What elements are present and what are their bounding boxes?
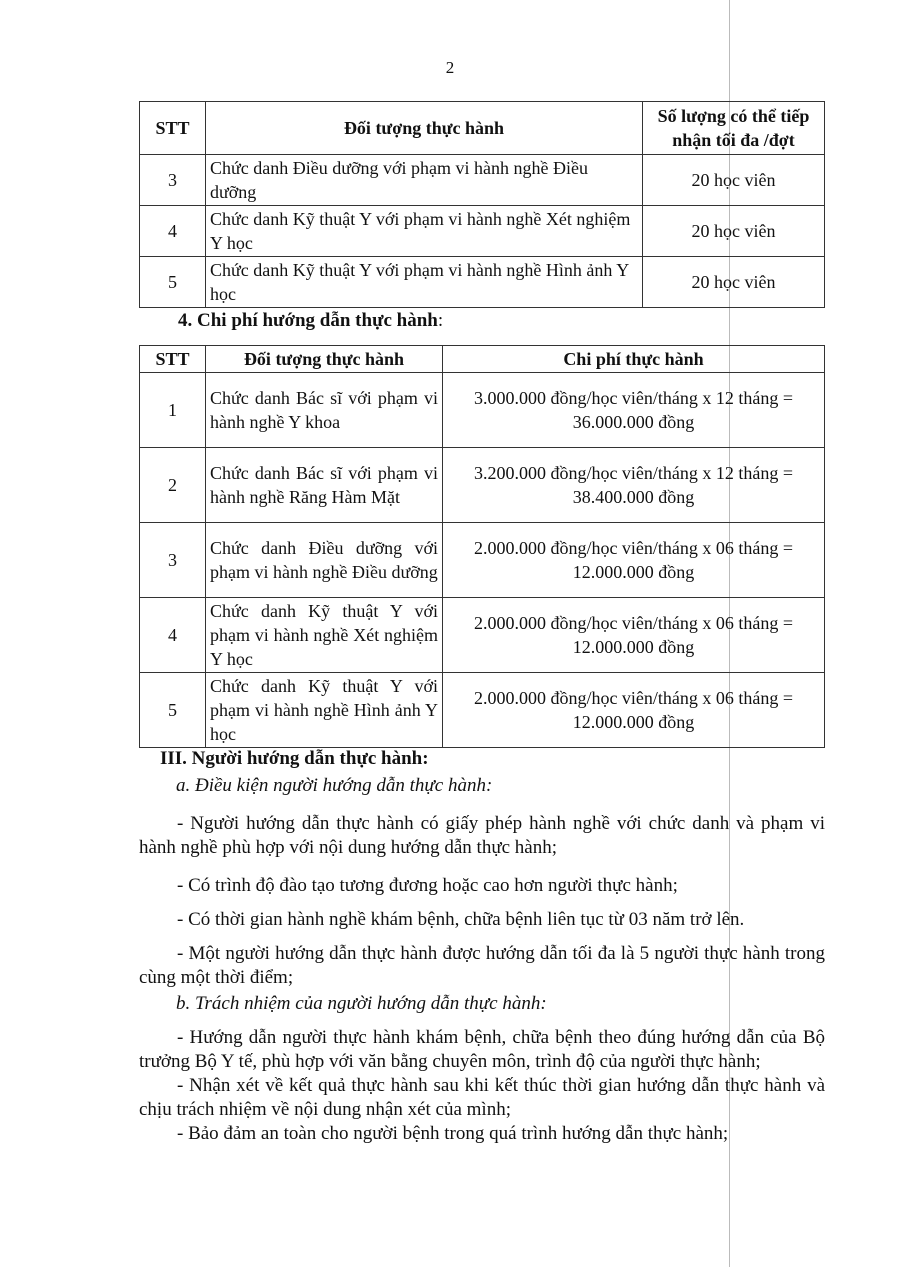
row-subject: Chức danh Kỹ thuật Y với phạm vi hành nghề Hình ảnh Y học [206, 257, 643, 308]
section-4-heading [178, 310, 443, 332]
row-cost: 2.000.000 đồng/học viên/tháng x 06 tháng = 12.000.000 đồng [443, 523, 825, 598]
subsection-b-title [176, 992, 816, 1016]
header-capacity: Số lượng có thể tiếp nhận tối đa /đợt [643, 102, 825, 155]
row-subject: Chức danh Kỹ thuật Y với phạm vi hành nghề Xét nghiệm Y học [206, 598, 443, 673]
paragraph: - Bảo đảm an toàn cho người bệnh trong quá trình hướng dẫn thực hành; [177, 1123, 729, 1144]
paragraph: - Một người hướng dẫn thực hành được hướng dẫn tối đa là 5 người thực hành trong cùng một thời điểm; [139, 943, 825, 988]
row-stt: 1 [140, 373, 206, 448]
table-row [140, 206, 825, 257]
paragraph: - Nhận xét về kết quả thực hành sau khi kết thúc thời gian hướng dẫn thực hành và chịu trách nhiệm về nội dung nhận xét của mình; [139, 1075, 825, 1120]
row-stt: 4 [140, 598, 206, 673]
subsection-a-title [176, 774, 816, 798]
table-row [140, 155, 825, 206]
header-stt: STT [140, 346, 206, 373]
subsection-a-body [139, 812, 825, 990]
row-capacity: 20 học viên [643, 155, 825, 206]
table-header-row [140, 102, 825, 155]
row-capacity: 20 học viên [643, 257, 825, 308]
table-row [140, 673, 825, 748]
row-stt: 5 [140, 673, 206, 748]
row-capacity: 20 học viên [643, 206, 825, 257]
header-cost: Chi phí thực hành [443, 346, 825, 373]
table-row [140, 373, 825, 448]
row-stt: 4 [140, 206, 206, 257]
row-cost: 2.000.000 đồng/học viên/tháng x 06 tháng = 12.000.000 đồng [443, 673, 825, 748]
subsection-b-title-text: b. Trách nhiệm của người hướng dẫn thực hành: [176, 993, 547, 1014]
table-row [140, 598, 825, 673]
paragraph: - Có trình độ đào tạo tương đương hoặc cao hơn người thực hành; [177, 875, 678, 896]
section-4-colon: : [437, 310, 444, 331]
row-cost: 3.200.000 đồng/học viên/tháng x 12 tháng = 38.400.000 đồng [443, 448, 825, 523]
subsection-a-title-text: a. Điều kiện người hướng dẫn thực hành: [176, 775, 493, 796]
table-row [140, 523, 825, 598]
row-subject: Chức danh Kỹ thuật Y với phạm vi hành nghề Xét nghiệm Y học [206, 206, 643, 257]
row-stt: 3 [140, 523, 206, 598]
row-subject: Chức danh Bác sĩ với phạm vi hành nghề Răng Hàm Mặt [206, 448, 443, 523]
table-row [140, 448, 825, 523]
row-cost: 3.000.000 đồng/học viên/tháng x 12 tháng = 36.000.000 đồng [443, 373, 825, 448]
header-stt: STT [140, 102, 206, 155]
row-stt: 5 [140, 257, 206, 308]
table-row [140, 257, 825, 308]
paragraph: - Người hướng dẫn thực hành có giấy phép hành nghề với chức danh và phạm vi hành nghề phù hợp với nội dung hướng dẫn thực hành; [139, 813, 825, 858]
row-stt: 2 [140, 448, 206, 523]
section-4-title: 4. Chi phí hướng dẫn thực hành [178, 310, 438, 331]
row-subject: Chức danh Bác sĩ với phạm vi hành nghề Y khoa [206, 373, 443, 448]
table-header-row [140, 346, 825, 373]
cost-table [139, 345, 825, 748]
row-subject: Chức danh Điều dưỡng với phạm vi hành nghề Điều dưỡng [206, 155, 643, 206]
row-cost: 2.000.000 đồng/học viên/tháng x 06 tháng = 12.000.000 đồng [443, 598, 825, 673]
row-stt: 3 [140, 155, 206, 206]
row-subject: Chức danh Điều dưỡng với phạm vi hành nghề Điều dưỡng [206, 523, 443, 598]
paragraph: - Có thời gian hành nghề khám bệnh, chữa bệnh liên tục từ 03 năm trở lên. [177, 909, 745, 930]
paragraph: - Hướng dẫn người thực hành khám bệnh, chữa bệnh theo đúng hướng dẫn của Bộ trưởng Bộ Y tế, phù hợp với văn bằng chuyên môn, trình độ của người thực hành; [139, 1027, 825, 1072]
subsection-b-body [139, 1026, 825, 1146]
capacity-table [139, 101, 825, 308]
page-number: 2 [445, 58, 455, 77]
section-3-heading: III. Người hướng dẫn thực hành: [160, 748, 429, 769]
row-subject: Chức danh Kỹ thuật Y với phạm vi hành nghề Hình ảnh Y học [206, 673, 443, 748]
header-subject: Đối tượng thực hành [206, 346, 443, 373]
header-subject: Đối tượng thực hành [206, 102, 643, 155]
